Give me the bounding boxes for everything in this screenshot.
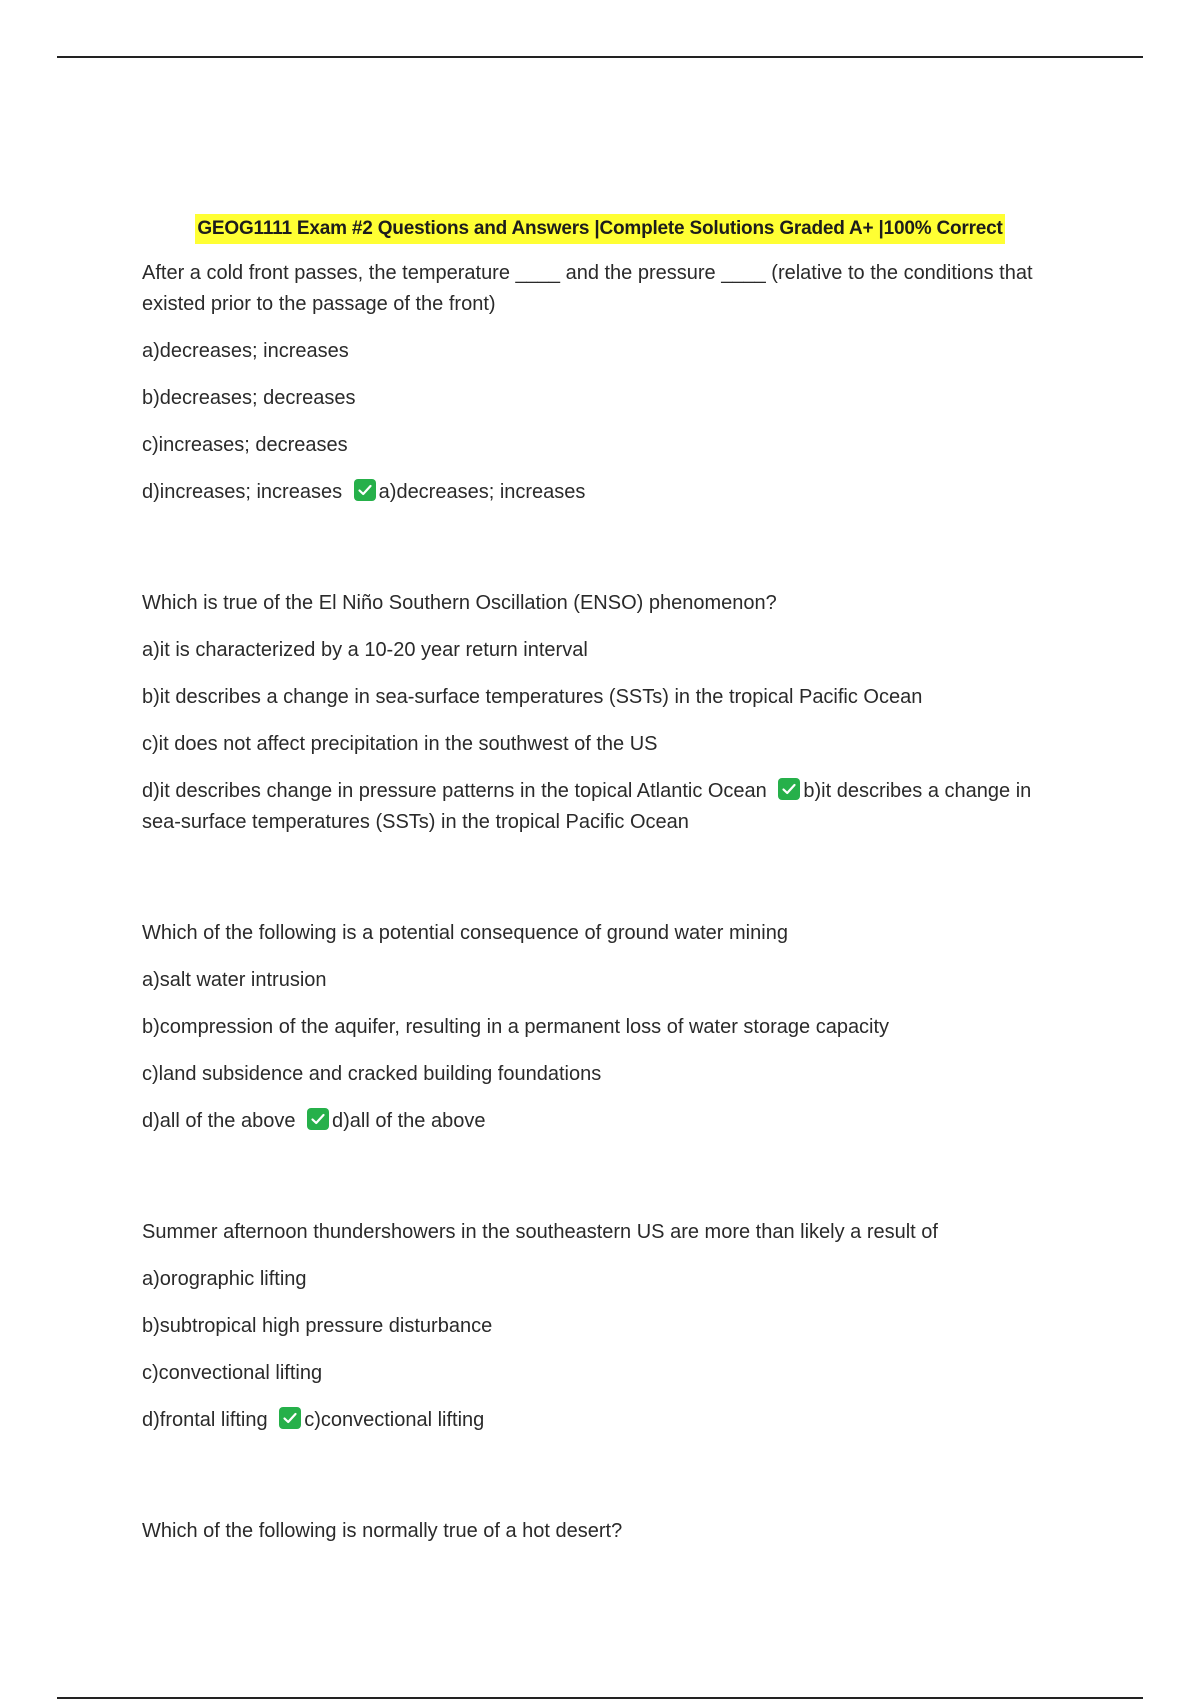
top-rule <box>57 56 1143 58</box>
question-text: After a cold front passes, the temperature ____ and the pressure ____ (relative to the conditions that existed prior to the passage of the front) <box>142 262 1033 315</box>
option-b: b)decreases; decreases <box>142 387 356 409</box>
answer-text: d)all of the above <box>332 1110 486 1132</box>
question-3 <box>142 918 1042 1137</box>
option-d: d)frontal lifting <box>142 1409 268 1431</box>
answer-text: a)decreases; increases <box>378 481 586 503</box>
question-5 <box>142 1516 1042 1547</box>
bottom-rule <box>57 1697 1143 1699</box>
option-c: c)increases; decreases <box>142 434 348 456</box>
spacer <box>142 526 1042 588</box>
checkmark-icon <box>279 1407 301 1429</box>
option-c: c)land subsidence and cracked building foundations <box>142 1063 602 1085</box>
option-d: d)it describes change in pressure patterns in the topical Atlantic Ocean <box>142 780 767 802</box>
question-text: Summer afternoon thundershowers in the southeastern US are more than likely a result of <box>142 1221 938 1243</box>
option-a: a)it is characterized by a 10-20 year return interval <box>142 639 588 661</box>
document-body <box>142 258 1042 1565</box>
question-text: Which of the following is a potential consequence of ground water mining <box>142 922 788 944</box>
title-container <box>0 214 1200 244</box>
question-1 <box>142 258 1042 508</box>
question-2 <box>142 588 1042 838</box>
option-b: b)it describes a change in sea-surface temperatures (SSTs) in the tropical Pacific Ocean <box>142 686 923 708</box>
document-title: GEOG1111 Exam #2 Questions and Answers |Complete Solutions Graded A+ |100% Correct <box>195 214 1004 244</box>
question-text: Which is true of the El Niño Southern Oscillation (ENSO) phenomenon? <box>142 592 777 614</box>
option-c: c)it does not affect precipitation in the southwest of the US <box>142 733 658 755</box>
checkmark-icon <box>778 778 800 800</box>
option-c: c)convectional lifting <box>142 1362 323 1384</box>
option-a: a)decreases; increases <box>142 340 349 362</box>
option-d-with-answer <box>142 477 1042 508</box>
option-a: a)orographic lifting <box>142 1268 307 1290</box>
question-text: Which of the following is normally true of a hot desert? <box>142 1520 623 1542</box>
option-a: a)salt water intrusion <box>142 969 327 991</box>
option-b: b)subtropical high pressure disturbance <box>142 1315 493 1337</box>
checkmark-icon <box>354 479 376 501</box>
spacer <box>142 1155 1042 1217</box>
option-d-with-answer <box>142 1106 1042 1137</box>
spacer <box>142 856 1042 918</box>
option-d: d)increases; increases <box>142 481 343 503</box>
option-d: d)all of the above <box>142 1110 296 1132</box>
option-d-with-answer <box>142 776 1042 838</box>
option-b: b)compression of the aquifer, resulting in a permanent loss of water storage capacity <box>142 1016 890 1038</box>
spacer <box>142 1454 1042 1516</box>
option-d-with-answer <box>142 1405 1042 1436</box>
checkmark-icon <box>307 1108 329 1130</box>
answer-text: b)it describes a change in sea-surface temperatures (SSTs) in the tropical Pacific Ocean <box>142 780 1032 833</box>
question-4 <box>142 1217 1042 1436</box>
answer-text: c)convectional lifting <box>304 1409 485 1431</box>
